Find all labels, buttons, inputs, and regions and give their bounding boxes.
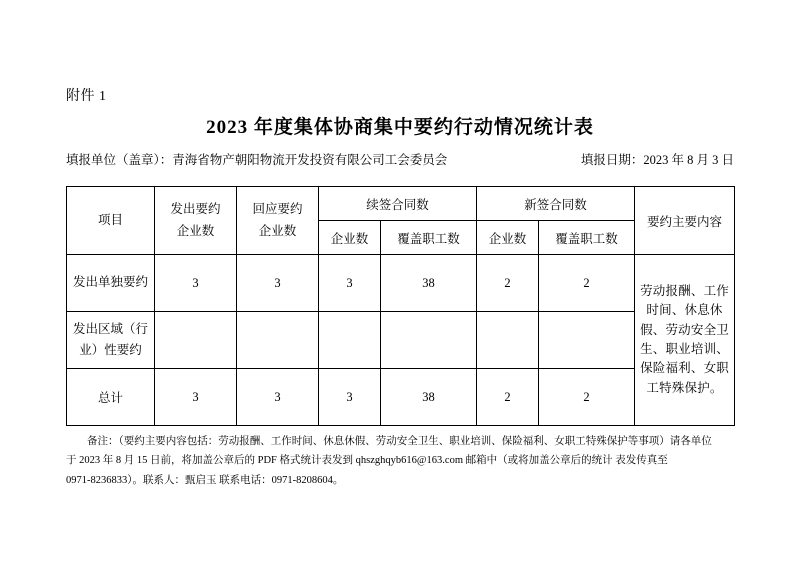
reporting-unit-label: 填报单位（盖章）： [66, 153, 173, 167]
report-date [581, 150, 734, 168]
row-individual-new-workers: 2 [539, 255, 635, 312]
statistics-table [66, 186, 735, 426]
notes-line-1: 备注：（要约主要内容包括：劳动报酬、工作时间、休息休假、劳动安全卫生、职业培训、保险福利、女职工特殊保护等事项）请各单位 [87, 436, 712, 447]
report-date-label: 填报日期： [580, 153, 644, 167]
header-issued [155, 187, 237, 255]
header-renewed-enterprises: 企业数 [319, 221, 381, 255]
row-regional-responded [237, 312, 319, 369]
row-regional-new-workers [539, 312, 635, 369]
table-row [67, 369, 735, 426]
header-new-enterprises: 企业数 [477, 221, 539, 255]
row-individual-issued: 3 [155, 255, 237, 312]
row-total-new-enterprises: 2 [477, 369, 539, 426]
row-individual-renewed-workers: 38 [381, 255, 477, 312]
row-individual-new-enterprises: 2 [477, 255, 539, 312]
row-label-regional-line2: 业）性要约 [79, 343, 142, 357]
row-label-individual-line1: 发出单独要约 [72, 275, 148, 290]
table-row [67, 255, 735, 312]
header-new-workers: 覆盖职工数 [539, 221, 635, 255]
report-date-value: 2023 年 8 月 3 日 [643, 153, 734, 167]
header-issued-line2: 企业数 [176, 223, 215, 238]
notes-line-2: 于 2023 年 8 月 15 日前，将加盖公章后的 PDF 格式统计表发到 qhszghqyb616@163.com 邮箱中（或将加盖公章后的统计 表发传真至 [66, 455, 668, 467]
main-content-cell: 劳动报酬、工作时间、休息休假、劳动安全卫生、职业培训、保险福利、女职工特殊保护。 [635, 255, 735, 426]
header-renewed-workers: 覆盖职工数 [381, 221, 477, 255]
row-label-total: 总计 [67, 369, 155, 426]
header-responded-line2: 企业数 [258, 223, 297, 238]
header-new-group: 新签合同数 [477, 187, 635, 221]
row-total-issued: 3 [155, 369, 237, 426]
row-total-responded: 3 [237, 369, 319, 426]
header-responded-line1: 回应要约 [252, 202, 303, 217]
header-responded [237, 187, 319, 255]
meta-row [66, 150, 734, 170]
header-main-content: 要约主要内容 [635, 187, 735, 255]
row-total-renewed-enterprises: 3 [319, 369, 381, 426]
row-regional-new-enterprises [477, 312, 539, 369]
row-label-regional-line1: 发出区域（行 [72, 321, 148, 336]
row-individual-responded: 3 [237, 255, 319, 312]
notes-line-3: 0971-8236833）。联系人：甄启玉 联系电话：0971-8208604。 [66, 474, 344, 486]
row-individual-renewed-enterprises: 3 [319, 255, 381, 312]
header-issued-line1: 发出要约 [170, 202, 221, 217]
page-title: 2023 年度集体协商集中要约行动情况统计表 [206, 117, 594, 138]
header-renewed-group: 续签合同数 [319, 187, 477, 221]
reporting-unit-value: 青海省物产朝阳物流开发投资有限公司工会委员会 [172, 153, 448, 167]
notes-section [66, 432, 740, 490]
row-regional-renewed-workers [381, 312, 477, 369]
row-label-regional [67, 312, 155, 369]
attachment-label: 附件 1 [66, 89, 107, 104]
row-label-individual [67, 255, 155, 312]
row-regional-issued [155, 312, 237, 369]
reporting-unit [66, 150, 447, 168]
row-total-renewed-workers: 38 [381, 369, 477, 426]
table-row [67, 312, 735, 369]
header-item: 项目 [67, 187, 155, 255]
row-regional-renewed-enterprises [319, 312, 381, 369]
row-total-new-workers: 2 [539, 369, 635, 426]
table-header-row-1 [67, 187, 735, 221]
